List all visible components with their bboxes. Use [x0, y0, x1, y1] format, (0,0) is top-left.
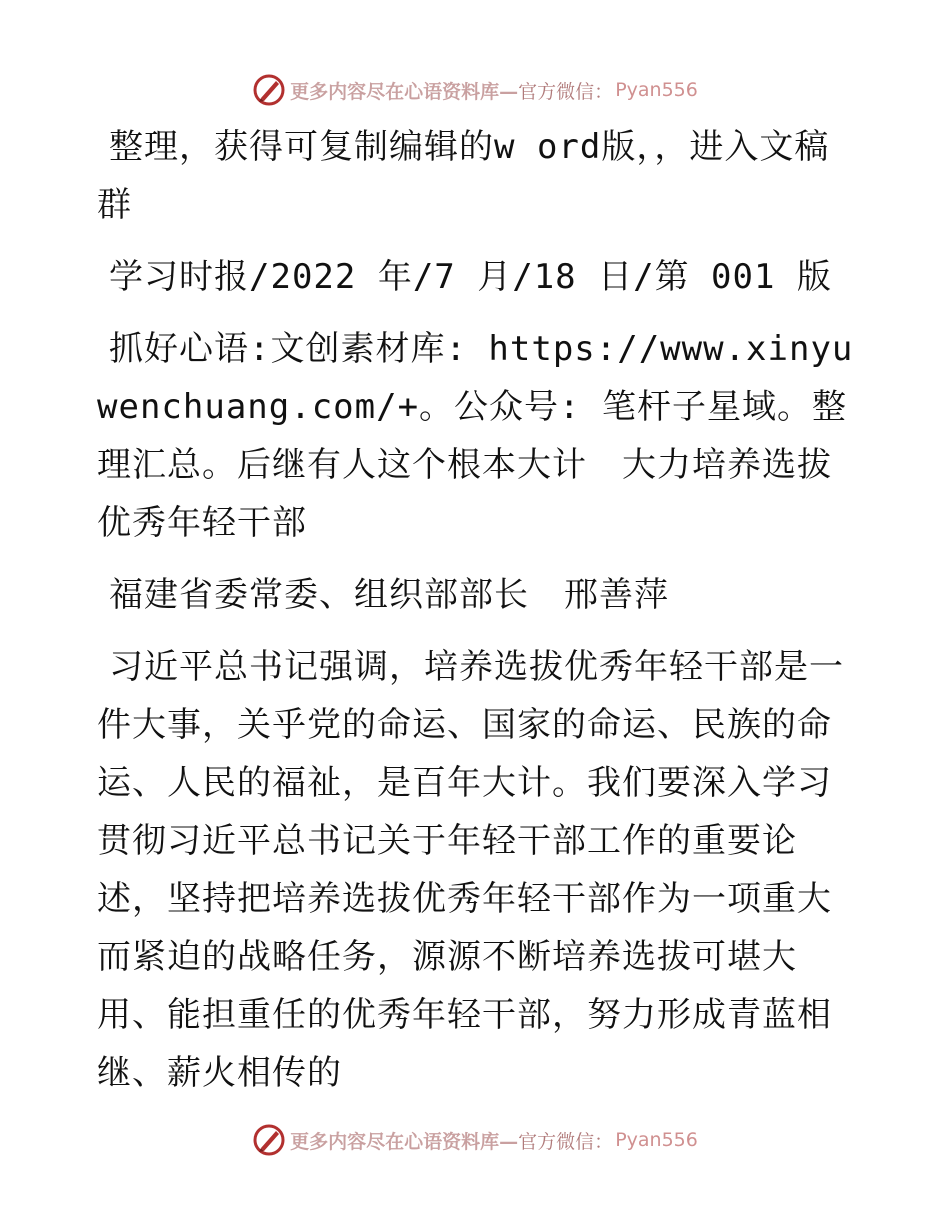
author-line: 福建省委常委、组织部部长 邢善萍: [109, 575, 669, 615]
watermark-wechat-label: 官方微信：: [518, 80, 614, 103]
watermark-wechat-id: Pyan556: [615, 1129, 698, 1151]
source-line: 学习时报/2022 年/7 月/18 日/第 001 版: [109, 257, 832, 297]
watermark-wechat-label: 官方微信：: [518, 1130, 614, 1153]
watermark-wechat-id: Pyan556: [615, 79, 698, 101]
watermark-banner-top: [0, 70, 950, 110]
pen-logo-icon: [252, 1123, 286, 1157]
watermark-text: 更多内容尽在心语资料库—: [290, 1130, 519, 1153]
title-paragraph: 抓好心语:文创素材库: https://www.xinyuwenchuang.com/+。公众号: 笔杆子星域。整理汇总。后继有人这个根本大计 大力培养选拔优秀年轻干部: [97, 329, 854, 543]
watermark-text: 更多内容尽在心语资料库—: [290, 80, 519, 103]
pen-logo-icon: [252, 73, 286, 107]
body-paragraph: 习近平总书记强调，培养选拔优秀年轻干部是一件大事，关乎党的命运、国家的命运、民族的命运、人民的福祉，是百年大计。我们要深入学习贯彻习近平总书记关于年轻干部工作的重要论述，坚持把培养选拔优秀年轻干部作为一项重大而紧迫的战略任务，源源不断培养选拔可堪大用、能担重任的优秀年轻干部，努力形成青蓝相继、薪火相传的: [97, 647, 844, 1093]
document-body: [97, 118, 857, 1102]
intro-paragraph: 整理，获得可复制编辑的w ord版，，进入文稿群: [97, 127, 830, 225]
watermark-banner-bottom: [0, 1120, 950, 1160]
